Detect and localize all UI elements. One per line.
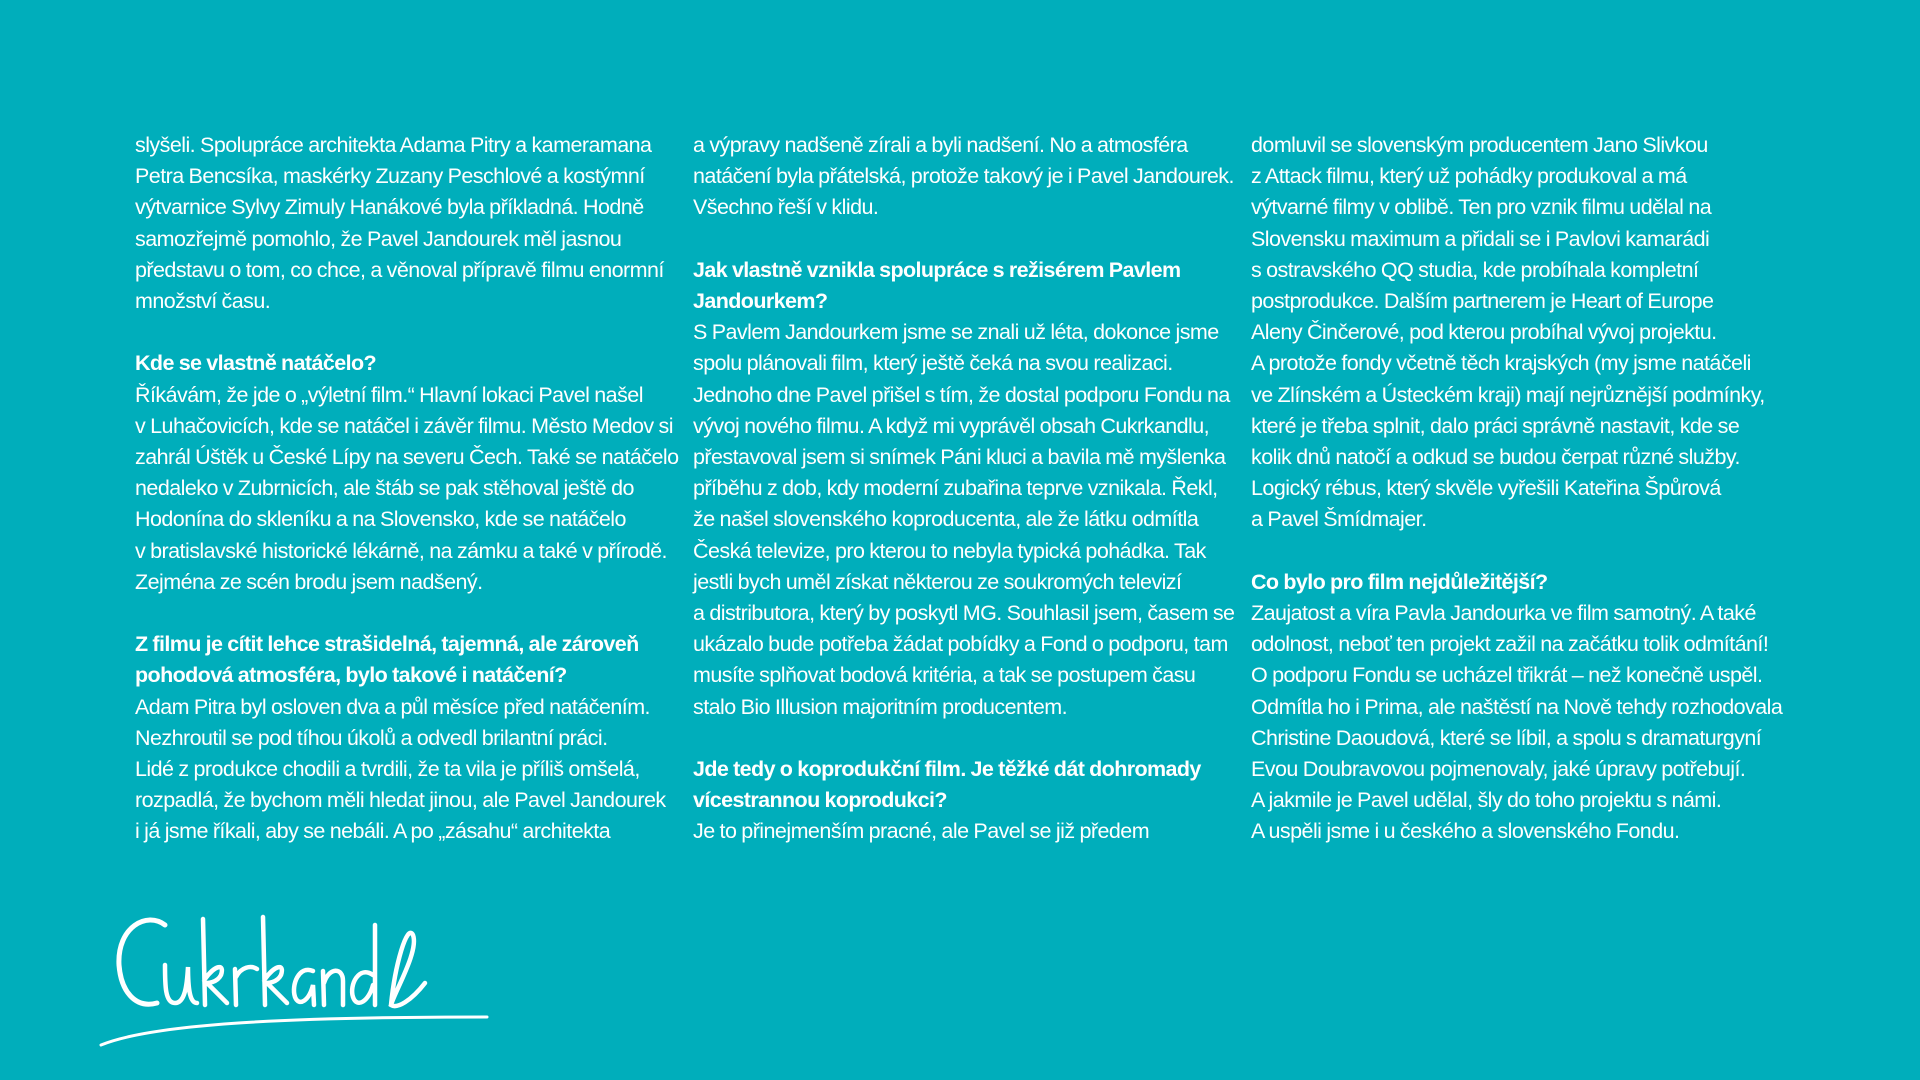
logo-letter-c [119, 920, 165, 1004]
text-line: jestli bych uměl získat některou ze soukromých televizí [693, 569, 1182, 594]
text-line: že našel slovenského koproducenta, ale že látku odmítla [693, 507, 1199, 532]
text-line: a výpravy nadšeně zírali a byli nadšení. No a atmosféra [693, 133, 1188, 157]
text-line: Říkávám, že jde o „výletní film.“ Hlavní lokaci Pavel našel [135, 382, 643, 407]
text-line: Odmítla ho i Prima, ale naštěstí na Nově tehdy rozhodovala [1251, 694, 1783, 719]
text-line: samozřejmě pomohlo, že Pavel Jandourek měl jasnou [135, 226, 622, 251]
text-line: přestavoval jsem si snímek Páni kluci a bavila mě myšlenka [693, 445, 1226, 470]
text-line: pohodová atmosféra, bylo takové i natáčení? [135, 663, 567, 688]
paragraph [1251, 598, 1811, 848]
text-line: musíte splňovat bodová kritéria, a tak se postupem času [693, 663, 1196, 688]
question-heading [693, 754, 1243, 816]
logo-letter-n [323, 971, 343, 1005]
text-line: Všechno řeší v klidu. [693, 195, 879, 220]
paragraph [135, 692, 685, 848]
paragraph [693, 130, 1243, 224]
logo-letter-r [235, 967, 257, 1005]
text-line: O podporu Fondu se ucházel třikrát – než konečně uspěl. [1251, 663, 1763, 688]
text-line: vícestrannou koprodukci? [693, 788, 947, 813]
text-line: Petra Bencsíka, maskérky Zuzany Peschlové a kostýmní [135, 164, 645, 189]
text-line: slyšeli. Spolupráce architekta Adama Pitry a kameramana [135, 133, 652, 157]
text-line: Slovensku maximum a přidali se i Pavlovi kamarádi [1251, 226, 1710, 251]
text-line: výtvarné filmy v oblibě. Ten pro vznik filmu udělal na [1251, 195, 1712, 220]
text-line: Co bylo pro film nejdůležitější? [1251, 569, 1548, 594]
text-line: Kde se vlastně natáčelo? [135, 351, 377, 376]
text-line: nedaleko v Zubrnicích, ale štáb se pak stěhoval ještě do [135, 476, 634, 501]
text-line: A uspěli jsme i u českého a slovenského Fondu. [1251, 819, 1680, 844]
logo-letter-k1 [203, 919, 227, 1005]
text-line: v bratislavské historické lékárně, na zámku a také v přírodě. [135, 538, 667, 563]
paragraph [1251, 130, 1811, 536]
text-line: Hodonína do skleníku a na Slovensko, kde se natáčelo [135, 507, 626, 532]
text-line: z Attack filmu, který už pohádky produkoval a má [1251, 164, 1687, 189]
logo-letter-k2 [263, 917, 287, 1005]
paragraph [135, 130, 685, 317]
text-line: výtvarnice Sylvy Zimuly Hanákové byla příkladná. Hodně [135, 195, 644, 220]
text-line: zahrál Úštěk u České Lípy na severu Čech. Také se natáčelo [135, 445, 679, 470]
logo-letter-d [352, 925, 375, 1005]
text-line: A protože fondy včetně těch krajských (my jsme natáčeli [1251, 351, 1751, 376]
text-line: kolik dnů natočí a odkud se budou čerpat různé služby. [1251, 445, 1740, 470]
text-line: spolu plánovali film, který ještě čeká na svou realizaci. [693, 351, 1173, 376]
text-line: které je třeba splnit, dalo práci správně nastavit, kde se [1251, 413, 1740, 438]
text-line: Adam Pitra byl osloven dva a půl měsíce před natáčením. [135, 694, 650, 719]
text-line: Lidé z produkce chodili a tvrdili, že ta vila je příliš omšelá, [135, 757, 640, 782]
text-line: Logický rébus, který skvěle vyřešili Kateřina Špůrová [1251, 476, 1721, 501]
text-line: Aleny Činčerové, pod kterou probíhal vývoj projektu. [1251, 320, 1717, 345]
text-line: rozpadlá, že bychom měli hledat jinou, ale Pavel Jandourek [135, 788, 666, 813]
text-line: Z filmu je cítit lehce strašidelná, tajemná, ale zároveň [135, 632, 639, 657]
text-line: v Luhačovicích, kde se natáčel i závěr filmu. Město Medov si [135, 413, 673, 438]
paragraph-gap [135, 317, 685, 348]
text-line: vývoj nového filmu. A když mi vyprávěl obsah Cukrkandlu, [693, 413, 1210, 438]
text-line: A jakmile je Pavel udělal, šly do toho projektu s námi. [1251, 788, 1722, 813]
text-line: Jandourkem? [693, 289, 828, 313]
text-line: Česká televize, pro kterou to nebyla typická pohádka. Tak [693, 538, 1206, 563]
logo-underline [101, 1017, 487, 1045]
paragraph-gap [1251, 536, 1811, 567]
text-line: představu o tom, co chce, a věnoval přípravě filmu enormní [135, 257, 664, 282]
text-line: ve Zlínském a Ústeckém kraji) mají nejrůznější podmínky, [1251, 382, 1765, 407]
text-line: Jednoho dne Pavel přišel s tím, že dostal podporu Fondu na [693, 382, 1230, 407]
text-line: Christine Daoudová, které se líbil, a spolu s dramaturgyní [1251, 725, 1762, 750]
paragraph-gap [135, 598, 685, 629]
text-line: a Pavel Šmídmajer. [1251, 507, 1427, 532]
text-line: Zejména ze scén brodu jsem nadšený. [135, 569, 483, 594]
text-line: S Pavlem Jandourkem jsme se znali už léta, dokonce jsme [693, 320, 1219, 345]
paragraph-gap [693, 723, 1243, 754]
text-line: Zaujatost a víra Pavla Jandourka ve film samotný. A také [1251, 601, 1756, 626]
text-column-1 [135, 130, 685, 848]
cukrkandl-logo [95, 905, 495, 1055]
text-line: Nezhroutil se pod tíhou úkolů a odvedl brilantní práci. [135, 725, 608, 750]
text-line: ukázalo bude potřeba žádat pobídky a Fond o podporu, tam [693, 632, 1228, 657]
cukrkandl-logo-graphic [95, 905, 495, 1055]
text-line: natáčení byla přátelská, protože takový je i Pavel Jandourek. [693, 164, 1234, 189]
logo-letter-u [165, 965, 197, 1003]
text-line: odolnost, neboť ten projekt zažil na začátku tolik odmítání! [1251, 632, 1769, 657]
logo-letter-l [391, 933, 425, 1006]
text-line: Jak vlastně vznikla spolupráce s režisérem Pavlem [693, 257, 1181, 282]
logo-letter-a [294, 970, 314, 1005]
paragraph-gap [693, 224, 1243, 255]
text-line: množství času. [135, 289, 271, 314]
text-line: Je to přinejmenším pracné, ale Pavel se již předem [693, 819, 1150, 844]
question-heading [1251, 567, 1811, 598]
paragraph [693, 317, 1243, 723]
text-line: postprodukce. Dalším partnerem je Heart of Europe [1251, 289, 1714, 314]
paragraph [693, 816, 1243, 847]
paragraph [135, 380, 685, 598]
text-line: s ostravského QQ studia, kde probíhala kompletní [1251, 257, 1699, 282]
question-heading [693, 255, 1243, 317]
text-line: příběhu z dob, kdy moderní zubařina teprve vznikala. Řekl, [693, 476, 1218, 501]
text-line: i já jsme říkali, aby se nebáli. A po „zásahu“ architekta [135, 819, 611, 844]
text-line: Evou Doubravovou pojmenovaly, jaké úpravy potřebují. [1251, 757, 1746, 782]
text-line: stalo Bio Illusion majoritním producentem. [693, 694, 1068, 719]
text-line: domluvil se slovenským producentem Jano Slivkou [1251, 133, 1708, 157]
text-line: Jde tedy o koprodukční film. Je těžké dát dohromady [693, 757, 1201, 782]
question-heading [135, 348, 685, 379]
text-column-2 [693, 130, 1243, 848]
question-heading [135, 629, 685, 691]
text-column-3 [1251, 130, 1811, 848]
text-line: a distributora, který by poskytl MG. Souhlasil jsem, časem se [693, 601, 1235, 626]
